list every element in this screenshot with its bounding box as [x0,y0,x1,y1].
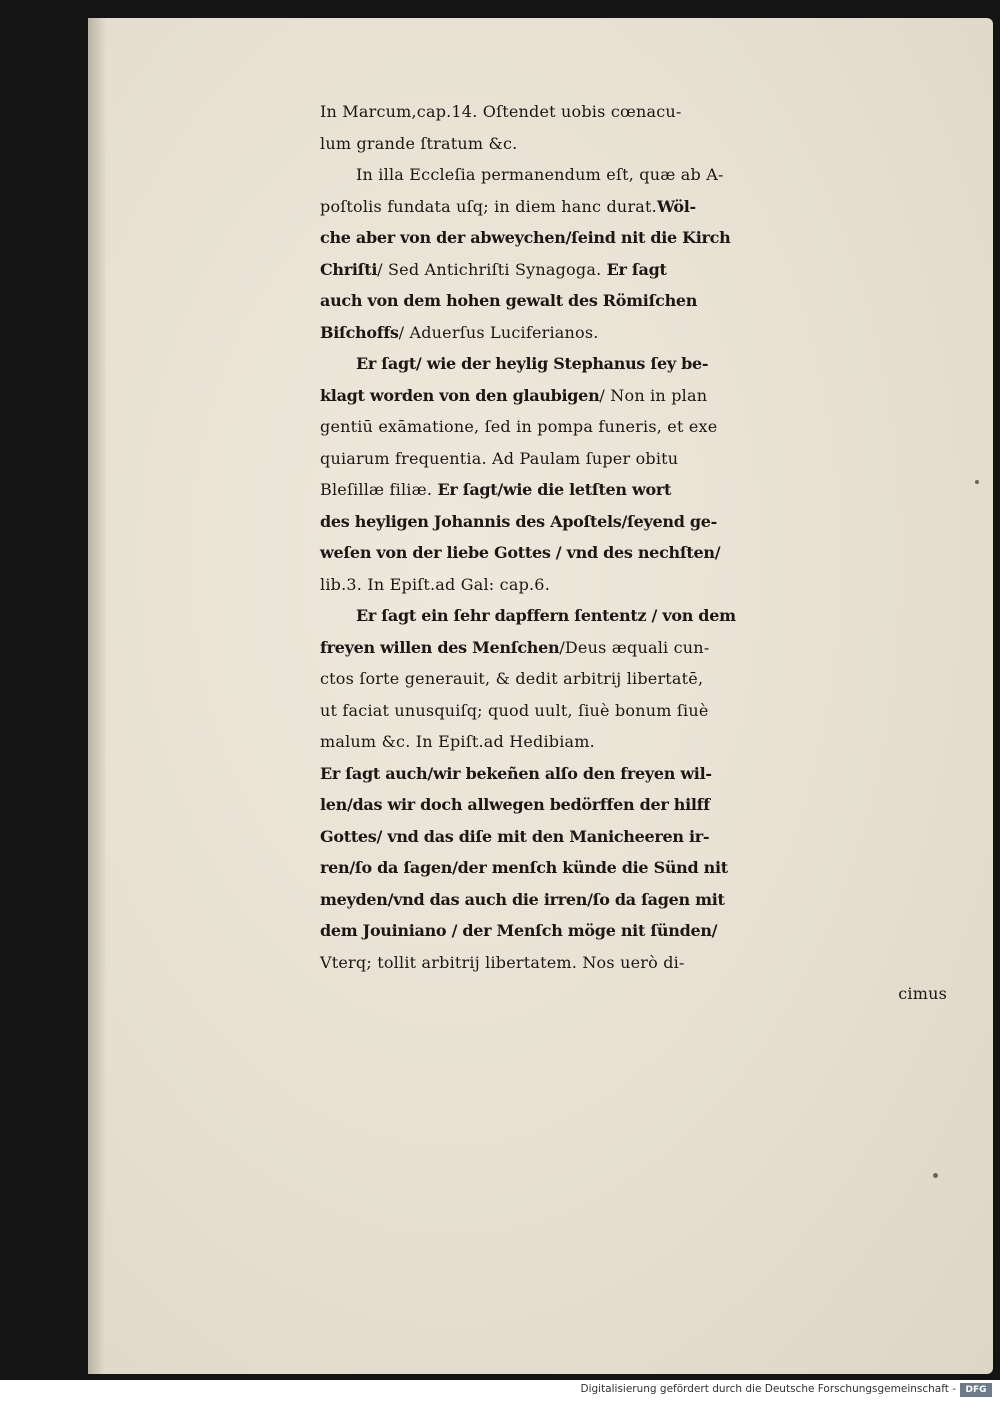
fraktur-text: Chriſti [320,259,378,279]
latin-text: quiarum frequentia. Ad Paulam ſuper obitu [320,448,679,468]
text-line [320,411,975,443]
text-line [320,222,975,254]
text-line [320,821,975,853]
page-text-block [320,96,975,1010]
text-line [320,569,975,601]
latin-text: Vterq; tollit arbitrij libertatem. Nos uerò di- [320,952,685,972]
text-line [320,506,975,538]
text-line [320,191,975,223]
latin-text: gentiū exāmatione, ſed in pompa funeris, et exe [320,417,718,436]
latin-text: In illa Eccleſia permanendum eſt, quæ ab A- [356,165,724,184]
fraktur-text: des heyligen Johannis des Apoſtels/ſeyend ge- [320,511,717,531]
text-line [320,96,975,128]
fraktur-text: Er ſagt/wie die letſten wort [437,480,672,499]
text-line [320,632,975,664]
fraktur-text: Er ſagt ein ſehr dapffern ſententz / von dem [356,606,736,625]
fraktur-text: Er ſagt [606,259,667,279]
latin-text: ut faciat unusquiſq; quod uult, ſiuè bonum ſiuè [320,700,709,720]
fraktur-text: meyden/vnd das auch die irren/ſo da ſagen mit [320,889,725,909]
latin-text: cimus [898,984,947,1003]
dfg-logo: DFG [960,1383,992,1397]
text-line [320,978,975,1010]
text-line [320,789,975,821]
fraktur-text: len/das wir doch allwegen bedörffen der hilff [320,795,710,814]
text-line [320,537,975,569]
text-line [320,159,975,191]
footer-bar [0,1380,1000,1401]
ink-speck [975,480,979,484]
latin-text: / Aduerſus Luciferianos. [398,322,599,342]
latin-text: In Marcum,cap.14. Oſtendet uobis cœnacu- [320,102,682,121]
fraktur-text: Wöl- [656,196,696,216]
text-line [320,317,975,349]
latin-text: malum &c. In Epiſt.ad Hedibiam. [320,732,595,751]
text-line [320,474,975,506]
fraktur-text: klagt worden von den glaubigen [320,385,600,405]
fraktur-text: freyen willen des Menſchen [320,637,560,657]
funding-notice: Digitalisierung gefördert durch die Deutsche Forschungsgemeinschaft - [580,1383,956,1395]
text-line [320,663,975,695]
fraktur-text: ren/ſo da ſagen/der menſch künde die Sünd nit [320,858,728,877]
latin-text: / Non in plan [599,385,708,405]
text-line [320,348,975,380]
latin-text: lib.3. In Epiſt.ad Gal: cap.6. [320,574,550,594]
latin-text: lum grande ſtratum &c. [320,133,518,153]
text-line [320,726,975,758]
text-line [320,600,975,632]
text-line [320,884,975,916]
page-binding-edge [88,18,106,1374]
text-line [320,852,975,884]
text-line [320,380,975,412]
text-line [320,443,975,475]
text-line [320,695,975,727]
fraktur-text: Er ſagt/ wie der heylig Stephanus ſey be- [356,354,709,373]
latin-text: poſtolis fundata uſq; in diem hanc durat. [320,196,657,216]
text-line [320,915,975,947]
latin-text: Bleſillæ filiæ. [320,480,438,499]
fraktur-text: Gottes/ vnd das diſe mit den Manicheeren ir- [320,826,710,846]
latin-text: / Sed Antichriſti Synagoga. [377,259,607,279]
latin-text: ctos ſorte generauit, & dedit arbitrij libertatē, [320,669,704,688]
ink-speck [933,1173,938,1178]
text-line [320,128,975,160]
fraktur-text: auch von dem hohen gewalt des Römiſchen [320,291,698,310]
text-line [320,254,975,286]
latin-text: /Deus æquali cun- [559,637,710,657]
fraktur-text: weſen von der liebe Gottes / vnd des nechſten/ [320,543,721,562]
text-line [320,947,975,979]
fraktur-text: Er ſagt auch/wir bekeñen alſo den freyen wil- [320,763,712,783]
fraktur-text: dem Jouiniano / der Menſch möge nit ſünden/ [320,921,718,940]
text-line [320,285,975,317]
text-line [320,758,975,790]
fraktur-text: Biſchoffs [320,322,399,342]
fraktur-text: che aber von der abweychen/ſeind nit die Kirch [320,228,731,247]
